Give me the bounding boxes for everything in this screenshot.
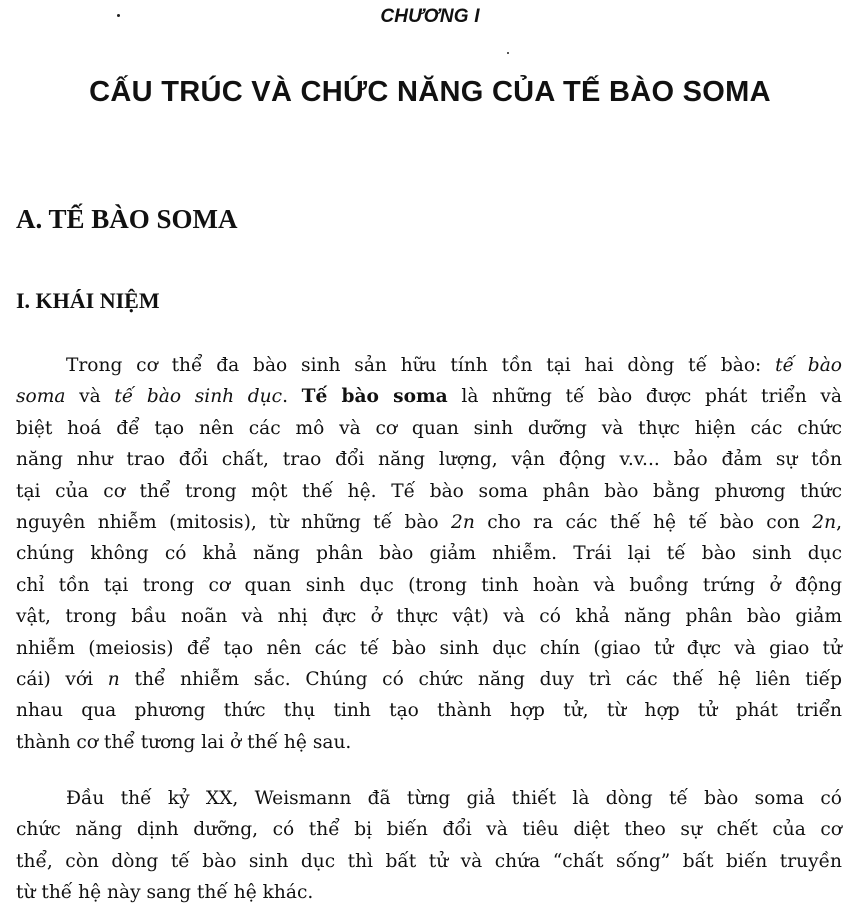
- scan-speck: [507, 52, 509, 54]
- text-line: [16, 507, 842, 538]
- text-run: là những tế bào được phát triển và: [447, 386, 842, 408]
- text-line: chức năng dịnh dưỡng, có thể bị biến đổi và tiêu diệt theo sự chết của cơ: [16, 819, 842, 841]
- section-heading-a: A. TẾ BÀO SOMA: [16, 204, 238, 234]
- text-run: cho ra các thế hệ tế bào con: [474, 512, 813, 534]
- italic-term: tế bào: [775, 355, 842, 376]
- text-run: Trong cơ thể đa bào sinh sản hữu tính tồn tại hai dòng tế bào:: [66, 355, 776, 376]
- text-line: tại của cơ thể trong một thế hệ. Tế bào soma phân bào bằng phương thức: [16, 480, 842, 502]
- text-line: Đầu thế kỷ XX, Weismann đã từng giả thiết là dòng tế bào soma có: [66, 788, 842, 809]
- text-line: năng như trao đổi chất, trao đổi năng lượng, vận động v.v... bảo đảm sự tồn: [16, 449, 842, 471]
- text-line: nhiễm (meiosis) để tạo nên các tế bào sinh dục chín (giao tử đực và giao tử: [16, 637, 842, 659]
- text-line: [16, 350, 842, 381]
- text-line: nhau qua phương thức thụ tinh tạo thành hợp tử, từ hợp tử phát triển: [16, 700, 842, 722]
- text-line: vật, trong bầu noãn và nhị đực ở thực vật) và có khả năng phân bào giảm: [16, 606, 842, 628]
- italic-term: tế bào sinh dục: [114, 386, 283, 408]
- italic-term: 2n: [451, 512, 475, 534]
- text-line: thể, còn dòng tế bào sinh dục thì bất tử và chứa “chất sống” bất biến truyền: [16, 850, 842, 872]
- italic-term: n: [107, 669, 120, 691]
- chapter-label: CHƯƠNG I: [380, 6, 480, 27]
- text-run: .: [282, 386, 302, 408]
- paragraph-weismann: [16, 783, 842, 909]
- section-heading-i: I. KHÁI NIỆM: [16, 288, 160, 313]
- text-line: [16, 664, 842, 695]
- text-run: và: [65, 386, 115, 408]
- text-run: cái) với: [16, 669, 108, 691]
- chapter-title: CẤU TRÚC VÀ CHỨC NĂNG CỦA TẾ BÀO SOMA: [89, 76, 771, 108]
- text-line: chúng không có khả năng phân bào giảm nhiễm. Trái lại tế bào sinh dục: [16, 543, 842, 565]
- text-run: thể nhiễm sắc. Chúng có chức năng duy trì các thế hệ liên tiếp: [119, 669, 843, 691]
- text-run: ,: [836, 512, 842, 534]
- bold-term: Tế bào soma: [301, 386, 448, 408]
- italic-term: 2n: [812, 512, 837, 534]
- text-run: nguyên nhiễm (mitosis), từ những tế bào: [16, 512, 452, 534]
- text-line: biệt hoá để tạo nên các mô và cơ quan sinh dưỡng và thực hiện các chức: [16, 417, 842, 439]
- paragraph-concept: [16, 350, 842, 758]
- text-line: từ thế hệ này sang thế hệ khác.: [16, 882, 314, 904]
- text-line: thành cơ thể tương lai ở thế hệ sau.: [16, 731, 352, 753]
- text-line: chỉ tồn tại trong cơ quan sinh dục (trong tinh hoàn và buồng trứng ở động: [16, 574, 842, 596]
- italic-term: soma: [16, 386, 66, 408]
- text-line: [16, 381, 842, 412]
